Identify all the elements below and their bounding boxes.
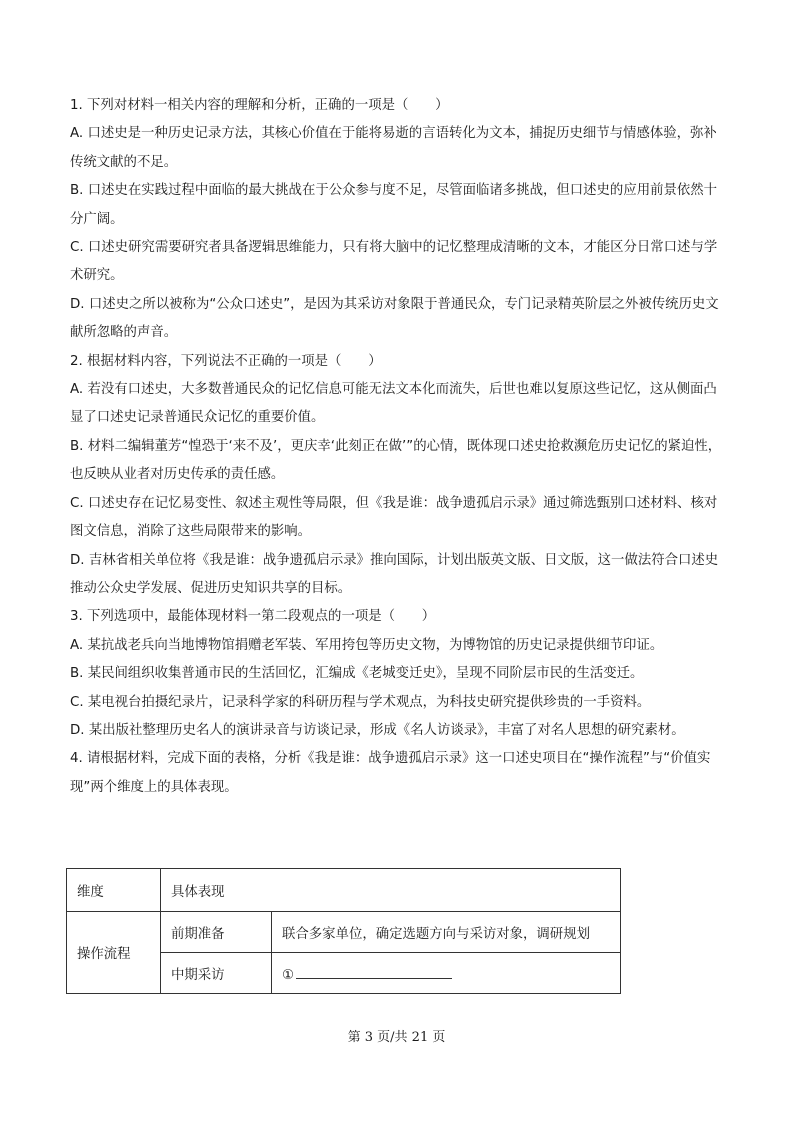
question-3-option-d: D. 某出版社整理历史名人的演讲录音与访谈记录，形成《名人访谈录》，丰富了对名人思想的研究素材。: [70, 722, 685, 738]
stage-detail: 联合多家单位，确定选题方向与采访对象，调研规划: [272, 912, 621, 953]
question-section: [70, 92, 722, 802]
question-2-stem: 2. 根据材料内容，下列说法不正确的一项是（ ）: [70, 353, 382, 369]
row-group-label: 操作流程: [67, 912, 161, 994]
question-3-stem: 3. 下列选项中，最能体现材料一第二段观点的一项是（ ）: [70, 609, 436, 625]
question-3-option-c: C. 某电视台拍摄纪录片，记录科学家的科研历程与学术观点，为科技史研究提供珍贵的一手资料。: [70, 694, 651, 710]
question-1-option-d: D. 口述史之所以被称为“公众口述史”，是因为其采访对象限于普通民众，专门记录精英阶层之外被传统历史文献所忽略的声音。: [70, 296, 719, 341]
question-1-option-c: C. 口述史研究需要研究者具备逻辑思维能力，只有将大脑中的记忆整理成清晰的文本，才能区分日常口述与学术研究。: [70, 240, 718, 284]
question-3-option-b: B. 某民间组织收集普通市民的生活回忆，汇编成《老城变迁史》，呈现不同阶层市民的生活变迁。: [70, 666, 644, 682]
stage-label: 前期准备: [161, 912, 272, 953]
table-row: [67, 912, 621, 953]
header-dimension: 维度: [67, 869, 161, 912]
question-4-stem: 4. 请根据材料，完成下面的表格，分析《我是谁：战争遗孤启示录》这一口述史项目在“操作流程”与“价值实现”两个维度上的具体表现。: [70, 751, 711, 795]
question-2-option-d: D. 吉林省相关单位将《我是谁：战争遗孤启示录》推向国际，计划出版英文版、日文版，这一做法符合口述史推动公众史学发展、促进历史知识共享的目标。: [70, 552, 719, 596]
header-detail: 具体表现: [161, 869, 621, 912]
blank-marker: ①: [282, 967, 295, 983]
question-2-option-b: B. 材料二编辑董芳“惶恐于‘来不及’，更庆幸‘此刻正在做’”的心情，既体现口述史抢救濒危历史记忆的紧迫性，也反映从业者对历史传承的责任感。: [70, 438, 722, 483]
question-1-option-b: B. 口述史在实践过程中面临的最大挑战在于公众参与度不足，尽管面临诸多挑战，但口述史的应用前景依然十分广阔。: [70, 183, 718, 227]
table-header-row: [67, 869, 621, 912]
dimension-table: [66, 868, 621, 994]
question-1-option-a: A. 口述史是一种历史记录方法，其核心价值在于能将易逝的言语转化为文本，捕捉历史细节与情感体验，弥补传统文献的不足。: [70, 126, 717, 170]
stage-label: 中期采访: [161, 953, 272, 994]
answer-blank-line[interactable]: [296, 964, 452, 979]
page-number: 第 3 页/共 21 页: [347, 1030, 446, 1045]
question-2-option-c: C. 口述史存在记忆易变性、叙述主观性等局限，但《我是谁：战争遗孤启示录》通过筛选甄别口述材料、核对图文信息，消除了这些局限带来的影响。: [70, 495, 718, 540]
question-3-option-a: A. 某抗战老兵向当地博物馆捐赠老军装、军用挎包等历史文物，为博物馆的历史记录提供细节印证。: [70, 637, 664, 653]
question-1-stem: 1. 下列对材料一相关内容的理解和分析，正确的一项是（ ）: [70, 98, 449, 113]
answer-blank-cell[interactable]: [272, 953, 621, 994]
question-2-option-a: A. 若没有口述史，大多数普通民众的记忆信息可能无法文本化而流失，后世也难以复原这些记忆，这从侧面凸显了口述史记录普通民众记忆的重要价值。: [70, 382, 717, 426]
